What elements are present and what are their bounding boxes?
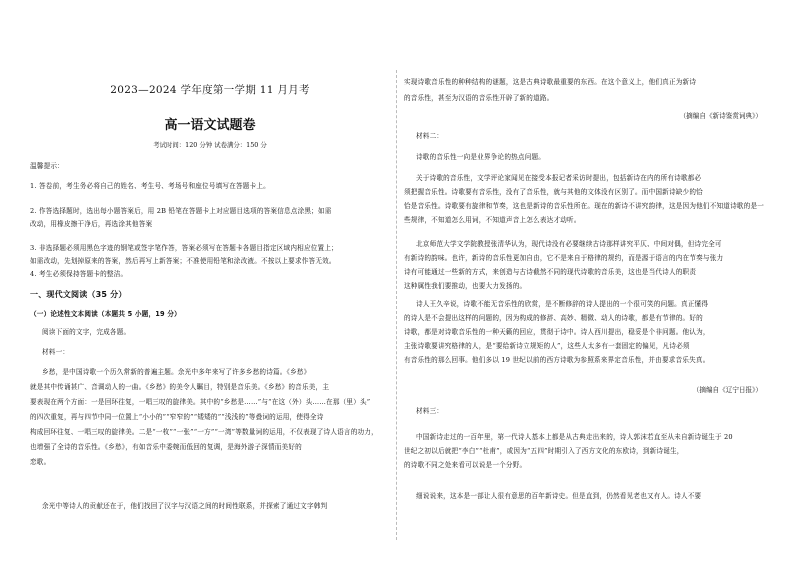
notice-item: 2. 作答选择题时，选出每小题答案后，用 2B 铅笔在答题卡上对应题目选项的答案信息点涂黑；如需 bbox=[30, 207, 332, 215]
paragraph-line: 细说说来，这本是一部让人很有意思的百年新诗史。但是直到，仍然看见老也又有人。诗人不要 bbox=[416, 492, 702, 500]
right-column bbox=[404, 0, 768, 561]
material-line: 也增强了全诗的音乐性。《乡愁》，有如音乐中委婉而低回的复调，是海外游子深情而美好的 bbox=[30, 443, 302, 451]
notice-item: 改动，用橡皮擦干净后，再选涂其他答案 bbox=[30, 220, 153, 228]
paragraph-line: 关于诗歌的音乐性，文学评论家闻见在接受本报记者采访时提出，包括新诗在内的所有诗歌都必 bbox=[416, 174, 702, 182]
material-line: 就是其中传诵甚广、音调动人的一曲。《乡愁》的美令人瞩目，特别是音乐美。《乡愁》的音乐美，主 bbox=[30, 383, 330, 391]
paragraph-line: 世纪之初以后就把“李白”“杜甫”，或因为“五四”时期引入了西方文化的东欧诗，到新诗诞生， bbox=[404, 447, 684, 455]
paragraph-line: 诗歌，都是对诗歌音乐性的一种天籁的回应，贯彻于诗中。诗人西川提出，稳妥是个非问题。他认为， bbox=[404, 328, 710, 336]
material-line: 要表现在两个方面：一是回环往复，一唱三叹的旋律美。其中的“乡愁是……”与“在这（外）头……在那（里）头” bbox=[30, 398, 371, 406]
paragraph-line: 诗歌的音乐性一向是业界争论的热点问题。 bbox=[416, 153, 546, 161]
paragraph-line: 的诗人是不会提出这样的问题的，因为构成的修辞、高妙、精微、动人的诗歌，都是有节律的。好的 bbox=[404, 314, 703, 322]
paragraph-line: 有音乐性的那么回事。他们多以 19 世纪以前的西方诗歌为参照系来界定音乐性，并由要求音乐失真。 bbox=[404, 356, 710, 364]
paragraph-line: 诗人王久辛说，诗歌不能无音乐性的欣赏，是不断修辞的诗人提出的一个很可笑的问题。真正懂得 bbox=[416, 300, 709, 308]
exam-meta: 考试时间：120 分钟 试卷满分：150 分 bbox=[153, 141, 267, 149]
paper-title: 高一语文试题卷 bbox=[164, 118, 256, 133]
exam-title: 2023—2024 学年度第一学期 11 月月考 bbox=[110, 84, 310, 96]
notice-item: 1. 答卷前，考生务必将自己的姓名、考生号、考场号和座位号填写在答题卡上。 bbox=[30, 182, 270, 190]
paragraph-line: 须把握音乐性。诗歌要有音乐性，没有了音乐性，就与其他的文体没有区别了。而中国新诗缺少的恰 bbox=[404, 188, 703, 196]
paragraph-line: 恰是音乐性。诗歌要有旋律和节奏，这也是新诗的音乐性所在。现在的新诗不讲究韵律，这是因为他们不知道诗歌的是一 bbox=[404, 202, 765, 210]
notice-heading: 温馨提示： bbox=[30, 162, 64, 170]
paragraph-line: 的音乐性，甚至为汉语的音乐性开辟了新的道路。 bbox=[404, 94, 554, 102]
column-divider bbox=[396, 70, 397, 540]
paragraph-line: 主张诗歌要讲究格律的人，是“要给新诗立规矩的人”，这些人太多有一套固定的偏见，凡诗必须 bbox=[404, 342, 690, 350]
left-column bbox=[30, 0, 390, 561]
section-heading: 一、现代文阅读（35 分） bbox=[30, 290, 127, 299]
paragraph-line: 诗有可能通过一些新的方式，来创造与古诗截然不同的现代诗歌的音乐美，这也是当代诗人的职责 bbox=[404, 268, 697, 276]
paragraph-line: 中国新诗走过的一百年里，第一代诗人基本上都是从古典走出来的，诗人郭沫若直至从未自新诗诞生于 20 bbox=[416, 433, 733, 441]
subsection-heading: （一）论述性文本阅读（本题共 5 小题，19 分） bbox=[30, 310, 181, 318]
material-line: 的四次重复，再与四节中同一位置上“小小的”“窄窄的”“矮矮的”“浅浅的”等叠词的运用，使得全诗 bbox=[30, 413, 324, 421]
notice-item: 3. 非选择题必须用黑色字迹的钢笔或签字笔作答，答案必须写在答题卡各题目指定区域内相应位置上； bbox=[30, 244, 338, 252]
material-label: 材料二： bbox=[416, 132, 444, 140]
paragraph-line: 些规律，不知道怎么用词，不知道声音上怎么表达才动听。 bbox=[404, 216, 581, 224]
material-line: 乡愁，是中国诗歌一个历久常新的普遍主题。余光中多年来写了许多乡愁的诗篇。《乡愁》 bbox=[42, 368, 311, 376]
paragraph-line: 这种属性我们要推动，也要大力发扬的。 bbox=[404, 282, 527, 290]
paragraph-line: 的诗歌不同之处来看可以说是一个分野。 bbox=[404, 461, 527, 469]
material-label: 材料一： bbox=[42, 348, 70, 356]
notice-item: 4. 考生必须保持答题卡的整洁。 bbox=[30, 270, 128, 278]
notice-item: 如需改动，先划掉原来的答案，然后再写上新答案；不准使用铅笔和涂改液。不按以上要求作答无效。 bbox=[30, 257, 336, 265]
paragraph-line: 北京师范大学文学院教授张清华认为，现代诗没有必要继续古诗那样讲究平仄、中间对偶，但诗完全可 bbox=[416, 240, 722, 248]
paragraph-line: 有新诗的韵味。也许，新诗的音乐性更加自由，它不是来自于格律的规约，而是源于语言的内在节奏与张力 bbox=[404, 254, 724, 262]
source-citation: （摘编自《新诗鉴赏词典》） bbox=[679, 112, 762, 120]
material-label: 材料三： bbox=[416, 407, 444, 415]
material-line: 构成回环往复、一唱三叹的旋律美。二是“一枚”“一张”“一方”“一湾”等数量词的运用，不仅表现了诗人语言的功力， bbox=[30, 428, 378, 436]
paragraph-line: 余光中等诗人的贡献还在于，他们找回了汉字与汉语之间的时间性联系，并探索了通过文字韩判 bbox=[42, 502, 328, 510]
instruction: 阅读下面的文字，完成各题。 bbox=[42, 328, 131, 336]
material-line: 恋歌。 bbox=[30, 458, 51, 466]
source-citation: （摘编自《辽宁日报》） bbox=[692, 386, 762, 394]
paragraph-line: 实现诗歌音乐性的种种结构的谜题，这是古典诗歌最重要的东西。在这个意义上，他们真正为新诗 bbox=[404, 78, 697, 86]
